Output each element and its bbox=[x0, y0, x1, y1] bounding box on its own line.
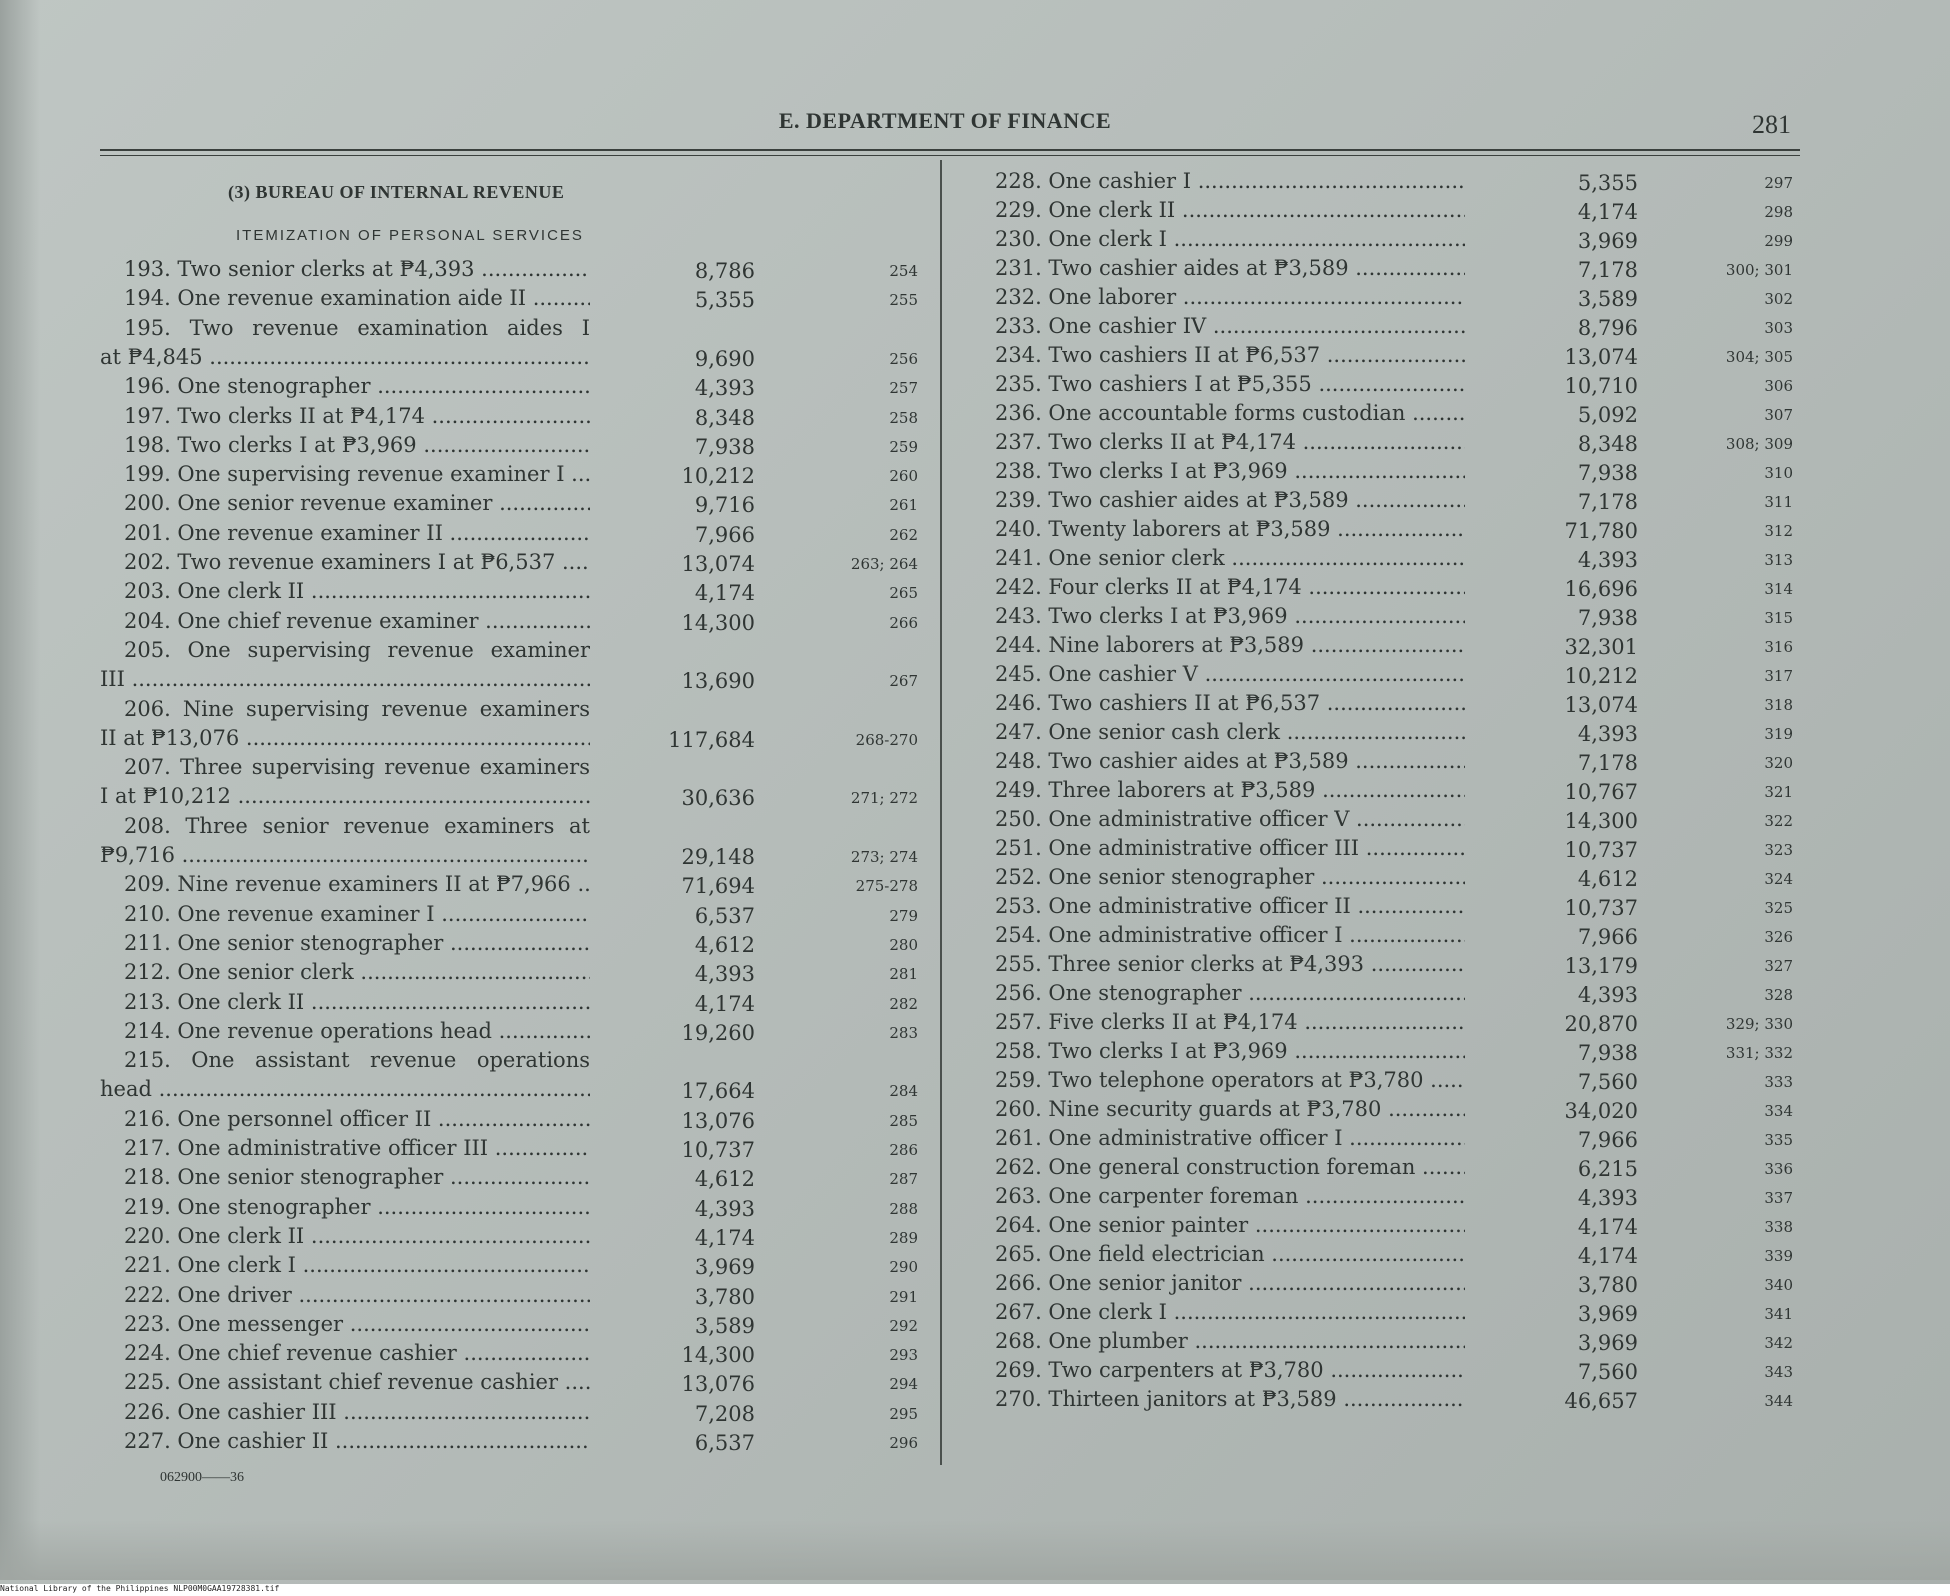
item-reference: 290 bbox=[889, 1258, 918, 1277]
page-header-title: E. DEPARTMENT OF FINANCE bbox=[778, 108, 1112, 133]
item-amount: 10,737 bbox=[1564, 838, 1638, 862]
item-reference: 328 bbox=[1764, 986, 1793, 1004]
item-amount: 29,148 bbox=[681, 844, 755, 869]
item-description: 220. One clerk II ..... bbox=[124, 1224, 590, 1248]
item-reference: 331; 332 bbox=[1725, 1044, 1793, 1062]
item-reference: 327 bbox=[1764, 957, 1793, 975]
item-amount: 7,178 bbox=[1577, 258, 1638, 282]
item-description: 230. One clerk I ..... bbox=[995, 227, 1465, 251]
item-description: 258. Two clerks I at ₱3,969 ..... bbox=[995, 1039, 1465, 1063]
item-reference: 336 bbox=[1764, 1160, 1793, 1178]
item-reference: 280 bbox=[889, 935, 918, 954]
item-reference: 260 bbox=[889, 467, 918, 486]
item-amount: 5,092 bbox=[1577, 403, 1638, 427]
item-reference: 268-270 bbox=[855, 730, 918, 749]
item-reference: 261 bbox=[889, 496, 918, 515]
page-number: 281 bbox=[1752, 110, 1791, 139]
item-amount: 10,737 bbox=[681, 1138, 755, 1162]
item-description: 197. Two clerks II at ₱4,174 ..... bbox=[124, 404, 590, 428]
item-amount: 46,657 bbox=[1564, 1389, 1638, 1413]
item-amount: 5,355 bbox=[694, 288, 755, 313]
item-amount: 4,393 bbox=[694, 376, 755, 401]
item-reference: 294 bbox=[889, 1375, 918, 1394]
item-amount: 20,870 bbox=[1564, 1012, 1638, 1036]
item-amount: 10,737 bbox=[1564, 896, 1638, 920]
item-amount: 6,537 bbox=[694, 1431, 755, 1455]
scan-label: National Library of the Philippines NLP00M0GAA19728381.tif bbox=[0, 1584, 280, 1593]
item-reference: 275-278 bbox=[855, 877, 918, 896]
item-reference: 267 bbox=[889, 672, 918, 691]
item-description: 253. One administrative officer II ..... bbox=[995, 894, 1465, 918]
item-description: 213. One clerk II ..... bbox=[124, 990, 590, 1014]
item-amount: 13,074 bbox=[681, 552, 755, 576]
item-reference: 310 bbox=[1764, 464, 1793, 482]
item-description: 256. One stenographer ..... bbox=[995, 981, 1465, 1005]
item-amount: 71,694 bbox=[681, 874, 755, 899]
item-amount: 3,969 bbox=[1577, 229, 1638, 253]
item-description: 250. One administrative officer V ..... bbox=[995, 807, 1465, 831]
item-description: 245. One cashier V ..... bbox=[995, 662, 1465, 686]
page-shadow-bottom bbox=[0, 1520, 1950, 1580]
item-reference: 254 bbox=[889, 262, 918, 280]
item-description: 231. Two cashier aides at ₱3,589 ..... bbox=[995, 256, 1465, 280]
item-description-continued: III ..... bbox=[100, 667, 590, 691]
item-reference: 324 bbox=[1764, 870, 1793, 888]
item-description: 219. One stenographer ..... bbox=[124, 1195, 590, 1219]
item-reference: 341 bbox=[1764, 1305, 1793, 1323]
item-amount: 14,300 bbox=[681, 610, 755, 635]
item-reference: 259 bbox=[889, 437, 918, 456]
item-amount: 7,560 bbox=[1577, 1070, 1638, 1094]
item-amount: 4,393 bbox=[1577, 983, 1638, 1007]
item-description: 246. Two cashiers II at ₱6,537 ..... bbox=[995, 691, 1465, 715]
item-reference: 279 bbox=[889, 906, 918, 925]
item-description: 268. One plumber ..... bbox=[995, 1329, 1465, 1353]
item-description: 200. One senior revenue examiner ..... bbox=[124, 491, 590, 515]
item-reference: 302 bbox=[1764, 290, 1793, 308]
item-reference: 317 bbox=[1764, 667, 1793, 685]
item-description: 237. Two clerks II at ₱4,174 ..... bbox=[995, 430, 1465, 454]
item-amount: 17,664 bbox=[681, 1079, 755, 1104]
item-reference: 321 bbox=[1764, 783, 1793, 801]
item-description: 252. One senior stenographer ..... bbox=[995, 865, 1465, 889]
item-reference: 312 bbox=[1764, 522, 1793, 540]
item-amount: 5,355 bbox=[1577, 171, 1638, 195]
item-amount: 34,020 bbox=[1564, 1099, 1638, 1123]
item-reference: 296 bbox=[889, 1434, 918, 1452]
item-amount: 4,393 bbox=[1577, 722, 1638, 746]
item-amount: 9,716 bbox=[694, 493, 755, 518]
item-amount: 7,178 bbox=[1577, 751, 1638, 775]
item-reference: 266 bbox=[889, 613, 918, 632]
item-amount: 4,393 bbox=[1577, 1186, 1638, 1210]
item-description: 239. Two cashier aides at ₱3,589 ..... bbox=[995, 488, 1465, 512]
item-amount: 3,780 bbox=[1577, 1273, 1638, 1297]
item-description: 265. One field electrician ..... bbox=[995, 1242, 1465, 1266]
item-reference: 323 bbox=[1764, 841, 1793, 859]
item-reference: 282 bbox=[889, 994, 918, 1013]
item-description-continued: at ₱4,845 ..... bbox=[100, 345, 590, 369]
item-description: 243. Two clerks I at ₱3,969 ..... bbox=[995, 604, 1465, 628]
footer-code: 062900——36 bbox=[160, 1470, 244, 1485]
item-reference: 298 bbox=[1764, 203, 1793, 221]
item-reference: 326 bbox=[1764, 928, 1793, 946]
item-reference: 306 bbox=[1764, 377, 1793, 395]
item-reference: 337 bbox=[1764, 1189, 1793, 1207]
item-description: 209. Nine revenue examiners II at ₱7,966 ..... bbox=[124, 872, 590, 896]
item-reference: 335 bbox=[1764, 1131, 1793, 1149]
item-amount: 4,174 bbox=[1577, 200, 1638, 224]
item-amount: 4,612 bbox=[694, 932, 755, 957]
section-title: (3) BUREAU OF INTERNAL REVENUE bbox=[228, 182, 565, 202]
item-description: 238. Two clerks I at ₱3,969 ..... bbox=[995, 459, 1465, 483]
item-amount: 7,966 bbox=[1577, 1128, 1638, 1152]
item-amount: 14,300 bbox=[681, 1343, 755, 1368]
item-reference: 315 bbox=[1764, 609, 1793, 627]
item-amount: 4,174 bbox=[694, 1225, 755, 1250]
item-description: 216. One personnel officer II ..... bbox=[124, 1107, 590, 1131]
item-description: 199. One supervising revenue examiner I ..... bbox=[124, 462, 590, 486]
item-description: 226. One cashier III ..... bbox=[124, 1400, 590, 1424]
item-amount: 3,969 bbox=[1577, 1302, 1638, 1326]
item-description: 251. One administrative officer III ..... bbox=[995, 836, 1465, 860]
item-reference: 313 bbox=[1764, 551, 1793, 569]
item-description: 235. Two cashiers I at ₱5,355 ..... bbox=[995, 372, 1465, 396]
item-description: 210. One revenue examiner I ..... bbox=[124, 902, 590, 926]
item-description: 259. Two telephone operators at ₱3,780 ..... bbox=[995, 1068, 1465, 1092]
item-reference: 297 bbox=[1764, 174, 1793, 192]
item-amount: 13,179 bbox=[1564, 954, 1638, 978]
item-description: 236. One accountable forms custodian ..... bbox=[995, 401, 1465, 425]
item-description-continued: I at ₱10,212 ..... bbox=[100, 784, 590, 808]
item-description: 205. One supervising revenue examiner bbox=[124, 637, 590, 662]
item-description: 247. One senior cash clerk ..... bbox=[995, 720, 1465, 744]
item-amount: 10,212 bbox=[681, 464, 755, 489]
item-description: 262. One general construction foreman ..... bbox=[995, 1155, 1465, 1179]
item-amount: 9,690 bbox=[694, 346, 755, 371]
item-description: 229. One clerk II ..... bbox=[995, 198, 1465, 222]
item-amount: 4,393 bbox=[694, 1196, 755, 1221]
item-description-continued: II at ₱13,076 ..... bbox=[100, 726, 590, 750]
item-amount: 3,969 bbox=[694, 1255, 755, 1280]
item-amount: 117,684 bbox=[668, 727, 755, 752]
item-amount: 10,212 bbox=[1564, 664, 1638, 688]
item-description: 202. Two revenue examiners I at ₱6,537 ..... bbox=[124, 550, 590, 574]
item-amount: 3,969 bbox=[1577, 1331, 1638, 1355]
item-reference: 303 bbox=[1764, 319, 1793, 337]
item-description: 217. One administrative officer III ..... bbox=[124, 1136, 590, 1160]
item-reference: 285 bbox=[889, 1111, 918, 1130]
item-reference: 339 bbox=[1764, 1247, 1793, 1265]
item-reference: 255 bbox=[889, 291, 918, 310]
item-description: 260. Nine security guards at ₱3,780 ..... bbox=[995, 1097, 1465, 1121]
item-amount: 6,215 bbox=[1577, 1157, 1638, 1181]
item-description: 263. One carpenter foreman ..... bbox=[995, 1184, 1465, 1208]
item-reference: 334 bbox=[1764, 1102, 1793, 1120]
item-amount: 10,767 bbox=[1564, 780, 1638, 804]
item-reference: 288 bbox=[889, 1199, 918, 1218]
item-description: 203. One clerk II ..... bbox=[124, 579, 590, 603]
item-amount: 13,074 bbox=[1564, 693, 1638, 717]
item-reference: 289 bbox=[889, 1228, 918, 1247]
item-description: 227. One cashier II ..... bbox=[124, 1429, 590, 1453]
page-shadow-left bbox=[0, 0, 40, 1580]
item-reference: 329; 330 bbox=[1725, 1015, 1793, 1033]
item-reference: 307 bbox=[1764, 406, 1793, 424]
item-description: 228. One cashier I ..... bbox=[995, 169, 1465, 193]
item-amount: 71,780 bbox=[1564, 519, 1638, 543]
scan-label-strip bbox=[0, 1584, 1950, 1596]
item-amount: 8,796 bbox=[1577, 316, 1638, 340]
item-description: 244. Nine laborers at ₱3,589 ..... bbox=[995, 633, 1465, 657]
item-reference: 316 bbox=[1764, 638, 1793, 656]
item-description: 218. One senior stenographer ..... bbox=[124, 1165, 590, 1189]
item-reference: 293 bbox=[889, 1346, 918, 1365]
item-amount: 13,690 bbox=[681, 669, 755, 694]
item-amount: 13,074 bbox=[1564, 345, 1638, 369]
item-description: 193. Two senior clerks at ₱4,393 ..... bbox=[124, 257, 590, 281]
item-amount: 10,710 bbox=[1564, 374, 1638, 398]
item-description: 225. One assistant chief revenue cashier ..... bbox=[124, 1370, 590, 1394]
item-reference: 320 bbox=[1764, 754, 1793, 772]
item-reference: 281 bbox=[889, 965, 918, 984]
item-amount: 4,612 bbox=[694, 1167, 755, 1192]
item-reference: 343 bbox=[1764, 1363, 1793, 1381]
item-amount: 13,076 bbox=[681, 1372, 755, 1397]
item-reference: 342 bbox=[1764, 1334, 1793, 1352]
item-reference: 295 bbox=[889, 1404, 918, 1423]
item-amount: 30,636 bbox=[681, 786, 755, 811]
item-description: 212. One senior clerk ..... bbox=[124, 960, 590, 984]
header-rule bbox=[100, 149, 1800, 151]
item-description: 257. Five clerks II at ₱4,174 ..... bbox=[995, 1010, 1465, 1034]
item-description: 223. One messenger ..... bbox=[124, 1312, 590, 1336]
item-description: 266. One senior janitor ..... bbox=[995, 1271, 1465, 1295]
item-reference: 271; 272 bbox=[850, 789, 918, 808]
item-amount: 7,560 bbox=[1577, 1360, 1638, 1384]
item-description: 241. One senior clerk ..... bbox=[995, 546, 1465, 570]
item-description: 267. One clerk I ..... bbox=[995, 1300, 1465, 1324]
item-reference: 284 bbox=[889, 1082, 918, 1101]
item-reference: 257 bbox=[889, 379, 918, 398]
item-reference: 262 bbox=[889, 525, 918, 544]
item-description: 254. One administrative officer I ..... bbox=[995, 923, 1465, 947]
item-amount: 8,786 bbox=[694, 259, 755, 283]
item-description: 211. One senior stenographer ..... bbox=[124, 931, 590, 955]
item-reference: 287 bbox=[889, 1170, 918, 1189]
item-description: 214. One revenue operations head ..... bbox=[124, 1019, 590, 1043]
item-reference: 273; 274 bbox=[850, 847, 918, 866]
item-description: 269. Two carpenters at ₱3,780 ..... bbox=[995, 1358, 1465, 1382]
item-reference: 333 bbox=[1764, 1073, 1793, 1091]
item-reference: 283 bbox=[889, 1023, 918, 1042]
item-amount: 3,589 bbox=[1577, 287, 1638, 311]
header-rule-thin bbox=[100, 155, 1800, 156]
item-reference: 344 bbox=[1764, 1392, 1793, 1410]
item-amount: 8,348 bbox=[694, 405, 755, 430]
item-description: 233. One cashier IV ..... bbox=[995, 314, 1465, 338]
item-reference: 299 bbox=[1764, 232, 1793, 250]
item-reference: 265 bbox=[889, 584, 918, 603]
item-description: 207. Three supervising revenue examiners bbox=[124, 755, 590, 780]
item-description: 222. One driver ..... bbox=[124, 1283, 590, 1307]
item-amount: 7,966 bbox=[694, 522, 755, 547]
item-amount: 7,208 bbox=[694, 1401, 755, 1426]
item-description-continued: ₱9,716 ..... bbox=[100, 843, 590, 867]
item-description-continued: head ..... bbox=[100, 1077, 590, 1101]
column-divider bbox=[940, 160, 942, 1465]
item-description: 264. One senior painter ..... bbox=[995, 1213, 1465, 1237]
item-description: 208. Three senior revenue examiners at bbox=[124, 813, 590, 838]
subsection-title: ITEMIZATION OF PERSONAL SERVICES bbox=[236, 227, 584, 244]
item-reference: 263; 264 bbox=[850, 555, 918, 573]
item-amount: 7,938 bbox=[694, 434, 755, 459]
item-description: 194. One revenue examination aide II ..... bbox=[124, 286, 590, 310]
item-amount: 4,612 bbox=[1577, 867, 1638, 891]
item-amount: 7,966 bbox=[1577, 925, 1638, 949]
item-reference: 300; 301 bbox=[1725, 261, 1793, 279]
item-reference: 286 bbox=[889, 1141, 918, 1159]
item-reference: 314 bbox=[1764, 580, 1793, 598]
item-amount: 7,178 bbox=[1577, 490, 1638, 514]
item-description: 240. Twenty laborers at ₱3,589 ..... bbox=[995, 517, 1465, 541]
item-reference: 304; 305 bbox=[1725, 348, 1793, 366]
item-description: 248. Two cashier aides at ₱3,589 ..... bbox=[995, 749, 1465, 773]
item-amount: 4,393 bbox=[694, 962, 755, 987]
item-amount: 4,174 bbox=[694, 991, 755, 1016]
item-description: 270. Thirteen janitors at ₱3,589 ..... bbox=[995, 1387, 1465, 1411]
item-amount: 4,393 bbox=[1577, 548, 1638, 572]
item-amount: 4,174 bbox=[1577, 1244, 1638, 1268]
item-reference: 322 bbox=[1764, 812, 1793, 830]
item-description: 255. Three senior clerks at ₱4,393 ..... bbox=[995, 952, 1465, 976]
item-description: 196. One stenographer ..... bbox=[124, 374, 590, 398]
item-description: 234. Two cashiers II at ₱6,537 ..... bbox=[995, 343, 1465, 367]
item-reference: 291 bbox=[889, 1287, 918, 1306]
item-reference: 256 bbox=[889, 349, 918, 368]
item-description: 206. Nine supervising revenue examiners bbox=[124, 696, 590, 721]
item-description: 261. One administrative officer I ..... bbox=[995, 1126, 1465, 1150]
item-amount: 7,938 bbox=[1577, 1041, 1638, 1065]
item-reference: 258 bbox=[889, 408, 918, 427]
item-description: 232. One laborer ..... bbox=[995, 285, 1465, 309]
item-description: 242. Four clerks II at ₱4,174 ..... bbox=[995, 575, 1465, 599]
item-reference: 319 bbox=[1764, 725, 1793, 743]
item-description: 204. One chief revenue examiner ..... bbox=[124, 609, 590, 633]
item-description: 224. One chief revenue cashier ..... bbox=[124, 1341, 590, 1365]
item-amount: 19,260 bbox=[681, 1020, 755, 1045]
item-amount: 13,076 bbox=[681, 1108, 755, 1133]
item-reference: 292 bbox=[889, 1316, 918, 1335]
item-reference: 325 bbox=[1764, 899, 1793, 917]
item-reference: 311 bbox=[1764, 493, 1793, 511]
item-amount: 7,938 bbox=[1577, 606, 1638, 630]
item-amount: 4,174 bbox=[694, 581, 755, 606]
item-amount: 4,174 bbox=[1577, 1215, 1638, 1239]
item-amount: 7,938 bbox=[1577, 461, 1638, 485]
item-amount: 32,301 bbox=[1564, 635, 1638, 659]
item-amount: 8,348 bbox=[1577, 432, 1638, 456]
item-amount: 3,780 bbox=[694, 1284, 755, 1309]
item-reference: 338 bbox=[1764, 1218, 1793, 1236]
item-description: 249. Three laborers at ₱3,589 ..... bbox=[995, 778, 1465, 802]
item-amount: 3,589 bbox=[694, 1313, 755, 1338]
item-description: 221. One clerk I ..... bbox=[124, 1253, 590, 1277]
item-reference: 318 bbox=[1764, 696, 1793, 714]
item-description: 201. One revenue examiner II ..... bbox=[124, 521, 590, 545]
item-reference: 308; 309 bbox=[1725, 435, 1793, 453]
item-amount: 16,696 bbox=[1564, 577, 1638, 601]
item-description: 215. One assistant revenue operations bbox=[124, 1048, 590, 1073]
item-description: 198. Two clerks I at ₱3,969 ..... bbox=[124, 433, 590, 457]
item-amount: 14,300 bbox=[1564, 809, 1638, 833]
item-reference: 340 bbox=[1764, 1276, 1793, 1294]
item-amount: 6,537 bbox=[694, 903, 755, 928]
item-description: 195. Two revenue examination aides I bbox=[124, 315, 590, 340]
